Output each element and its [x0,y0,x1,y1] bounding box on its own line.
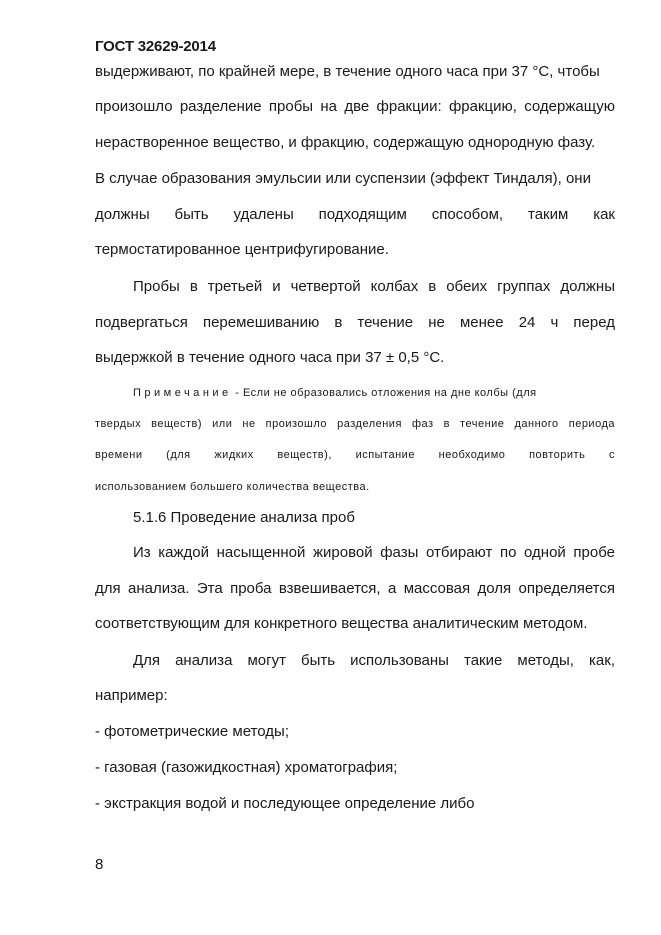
page-number: 8 [95,856,104,873]
list-item: - газовая (газожидкостная) хроматография; [95,759,398,776]
note-label: Примечание [133,387,232,399]
section-heading: 5.1.6 Проведение анализа проб [133,509,355,526]
note-line: использованием большего количества вещества. [95,481,370,493]
text-line: термостатированное центрифугирование. [95,241,389,258]
note-line: твердых веществ) или не произошло разделения фаз в течение данного периода [95,418,615,430]
text-line: Для анализа могут быть использованы такие методы, как, [133,652,615,669]
text-line: выдержкой в течение одного часа при 37 ± 0,5 °С. [95,349,445,366]
list-item: - фотометрические методы; [95,723,289,740]
text-line: Пробы в третьей и четвертой колбах в обеих группах должны [133,278,615,295]
text-line: нерастворенное вещество, и фракцию, содержащую однородную фазу. [95,134,596,151]
text-line: произошло разделение пробы на две фракции: фракцию, содержащую [95,98,615,115]
text-line: подвергаться перемешиванию в течение не менее 24 ч перед [95,314,615,331]
note-line: Примечание - Если не образовались отложения на дне колбы (для [133,387,537,399]
document-header: ГОСТ 32629-2014 [95,38,216,55]
text-line: Из каждой насыщенной жировой фазы отбирают по одной пробе [133,544,615,561]
text-line: для анализа. Эта проба взвешивается, а массовая доля определяется [95,580,615,597]
note-line: времени (для жидких веществ), испытание необходимо повторить с [95,449,615,461]
text-line: соответствующим для конкретного вещества аналитическим методом. [95,615,588,632]
text-line: например: [95,687,168,704]
text-line: должны быть удалены подходящим способом, таким как [95,206,615,223]
text-line: В случае образования эмульсии или суспензии (эффект Тиндаля), они [95,170,591,187]
list-item: - экстракция водой и последующее определение либо [95,795,475,812]
text-line: выдерживают, по крайней мере, в течение одного часа при 37 °С, чтобы [95,63,600,80]
